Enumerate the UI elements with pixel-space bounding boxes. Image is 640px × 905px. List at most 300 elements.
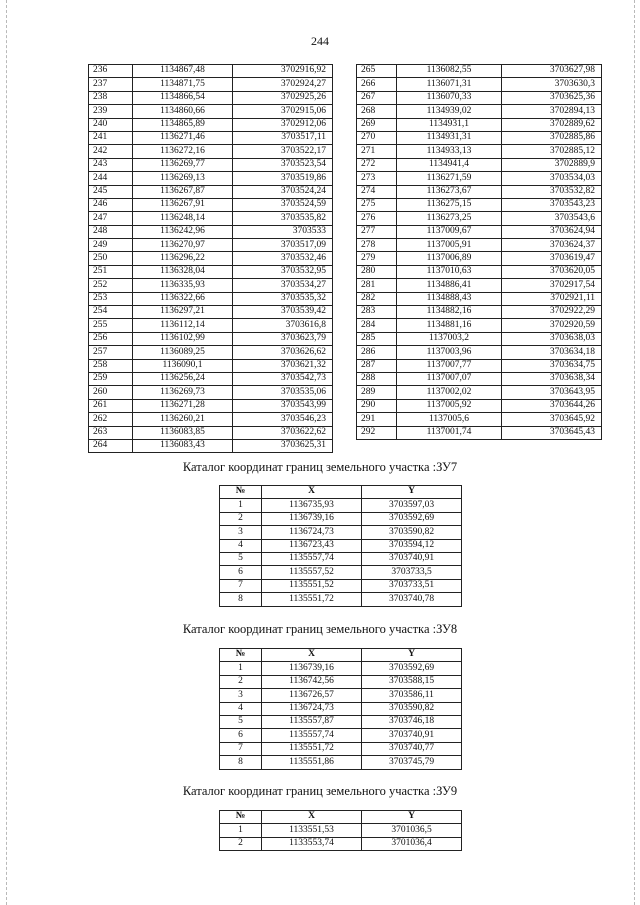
y-coordinate-cell: 3703634,75 [502, 359, 602, 372]
x-coordinate-cell: 1137007,77 [397, 359, 502, 372]
table-row [357, 91, 602, 104]
x-coordinate-cell: 1136742,56 [262, 675, 362, 688]
x-coordinate-cell: 1136335,93 [133, 279, 233, 292]
table-row [89, 332, 333, 345]
y-coordinate-cell: 3703594,12 [362, 539, 462, 552]
x-coordinate-cell: 1134931,1 [397, 118, 502, 131]
table-row [357, 158, 602, 171]
header-y: Y [362, 486, 462, 499]
y-coordinate-cell: 3703625,36 [502, 91, 602, 104]
point-number-cell: 4 [220, 539, 262, 552]
y-coordinate-cell: 3702889,62 [502, 118, 602, 131]
table-row [89, 198, 333, 211]
table-row [220, 593, 462, 606]
point-number-cell: 242 [89, 145, 133, 158]
point-number-cell: 265 [357, 65, 397, 78]
table-row [89, 145, 333, 158]
table-row [89, 131, 333, 144]
x-coordinate-cell: 1136082,55 [397, 65, 502, 78]
y-coordinate-cell: 3703733,5 [362, 566, 462, 579]
point-number-cell: 258 [89, 359, 133, 372]
y-coordinate-cell: 3703746,18 [362, 715, 462, 728]
table-row [89, 292, 333, 305]
point-number-cell: 291 [357, 413, 397, 426]
table-row [357, 105, 602, 118]
point-number-cell: 285 [357, 332, 397, 345]
zu8-coordinates-table [219, 648, 462, 770]
table-row [357, 131, 602, 144]
point-number-cell: 6 [220, 566, 262, 579]
y-coordinate-cell: 3703740,91 [362, 552, 462, 565]
y-coordinate-cell: 3703627,98 [502, 65, 602, 78]
table-row [357, 346, 602, 359]
x-coordinate-cell: 1136739,16 [262, 512, 362, 525]
x-coordinate-cell: 1136272,16 [133, 145, 233, 158]
point-number-cell: 248 [89, 225, 133, 238]
table-row [89, 359, 333, 372]
point-number-cell: 281 [357, 279, 397, 292]
table-row [357, 212, 602, 225]
x-coordinate-cell: 1137003,2 [397, 332, 502, 345]
point-number-cell: 287 [357, 359, 397, 372]
y-coordinate-cell: 3703543,23 [502, 198, 602, 211]
x-coordinate-cell: 1136112,14 [133, 319, 233, 332]
table-row [357, 252, 602, 265]
y-coordinate-cell: 3702920,59 [502, 319, 602, 332]
table-row [89, 65, 333, 78]
y-coordinate-cell: 3703535,06 [233, 386, 333, 399]
x-coordinate-cell: 1135551,72 [262, 593, 362, 606]
zu9-coordinates-table [219, 810, 462, 851]
table-row [89, 158, 333, 171]
x-coordinate-cell: 1136242,96 [133, 225, 233, 238]
x-coordinate-cell: 1136275,15 [397, 198, 502, 211]
x-coordinate-cell: 1134860,66 [133, 105, 233, 118]
table-row [89, 319, 333, 332]
table-row [89, 252, 333, 265]
y-coordinate-cell: 3703638,03 [502, 332, 602, 345]
table-row [357, 292, 602, 305]
table-row [357, 426, 602, 439]
table-row [89, 306, 333, 319]
point-number-cell: 2 [220, 512, 262, 525]
table-row [89, 225, 333, 238]
x-coordinate-cell: 1135551,72 [262, 742, 362, 755]
y-coordinate-cell: 3703532,46 [233, 252, 333, 265]
table-row [357, 306, 602, 319]
y-coordinate-cell: 3703523,54 [233, 158, 333, 171]
x-coordinate-cell: 1136269,13 [133, 172, 233, 185]
table-row [357, 78, 602, 91]
header-number: № [220, 486, 262, 499]
table-row [357, 198, 602, 211]
x-coordinate-cell: 1137010,63 [397, 265, 502, 278]
x-coordinate-cell: 1134888,43 [397, 292, 502, 305]
y-coordinate-cell: 3702924,27 [233, 78, 333, 91]
table-row [357, 386, 602, 399]
x-coordinate-cell: 1137009,67 [397, 225, 502, 238]
point-number-cell: 275 [357, 198, 397, 211]
y-coordinate-cell: 3703740,78 [362, 593, 462, 606]
x-coordinate-cell: 1137003,96 [397, 346, 502, 359]
table-row [89, 439, 333, 452]
point-number-cell: 270 [357, 131, 397, 144]
table-row [220, 824, 462, 837]
x-coordinate-cell: 1136102,99 [133, 332, 233, 345]
y-coordinate-cell: 3702889,9 [502, 158, 602, 171]
x-coordinate-cell: 1135557,74 [262, 552, 362, 565]
table-row [220, 837, 462, 850]
header-number: № [220, 649, 262, 662]
y-coordinate-cell: 3703543,99 [233, 399, 333, 412]
table-row [220, 689, 462, 702]
x-coordinate-cell: 1136271,28 [133, 399, 233, 412]
x-coordinate-cell: 1134886,41 [397, 279, 502, 292]
point-number-cell: 8 [220, 756, 262, 769]
point-number-cell: 246 [89, 198, 133, 211]
y-coordinate-cell: 3703621,32 [233, 359, 333, 372]
point-number-cell: 276 [357, 212, 397, 225]
table-row [357, 239, 602, 252]
point-number-cell: 289 [357, 386, 397, 399]
x-coordinate-cell: 1136090,1 [133, 359, 233, 372]
x-coordinate-cell: 1134866,54 [133, 91, 233, 104]
y-coordinate-cell: 3702885,12 [502, 145, 602, 158]
x-coordinate-cell: 1137005,6 [397, 413, 502, 426]
point-number-cell: 288 [357, 372, 397, 385]
x-coordinate-cell: 1136089,25 [133, 346, 233, 359]
point-number-cell: 4 [220, 702, 262, 715]
scan-edge-left [6, 0, 8, 905]
table-row [357, 265, 602, 278]
x-coordinate-cell: 1136322,66 [133, 292, 233, 305]
page-number: 244 [311, 34, 329, 48]
point-number-cell: 273 [357, 172, 397, 185]
y-coordinate-cell: 3703616,8 [233, 319, 333, 332]
table-row [89, 386, 333, 399]
table-row [357, 319, 602, 332]
x-coordinate-cell: 1136297,21 [133, 306, 233, 319]
y-coordinate-cell: 3703546,23 [233, 413, 333, 426]
y-coordinate-cell: 3703625,31 [233, 439, 333, 452]
y-coordinate-cell: 3702894,13 [502, 105, 602, 118]
table-row [220, 702, 462, 715]
table-row [357, 145, 602, 158]
y-coordinate-cell: 3703740,77 [362, 742, 462, 755]
table-row [357, 65, 602, 78]
x-coordinate-cell: 1137005,91 [397, 239, 502, 252]
y-coordinate-cell: 3701036,5 [362, 824, 462, 837]
x-coordinate-cell: 1136328,04 [133, 265, 233, 278]
x-coordinate-cell: 1136739,16 [262, 662, 362, 675]
table-row [89, 212, 333, 225]
x-coordinate-cell: 1137006,89 [397, 252, 502, 265]
table-row [89, 78, 333, 91]
point-number-cell: 1 [220, 824, 262, 837]
x-coordinate-cell: 1134939,02 [397, 105, 502, 118]
point-number-cell: 241 [89, 131, 133, 144]
point-number-cell: 239 [89, 105, 133, 118]
y-coordinate-cell: 3703634,18 [502, 346, 602, 359]
x-coordinate-cell: 1136269,73 [133, 386, 233, 399]
x-coordinate-cell: 1136724,73 [262, 702, 362, 715]
y-coordinate-cell: 3703597,03 [362, 499, 462, 512]
y-coordinate-cell: 3703733,51 [362, 579, 462, 592]
y-coordinate-cell: 3703644,26 [502, 399, 602, 412]
y-coordinate-cell: 3702917,54 [502, 279, 602, 292]
y-coordinate-cell: 3703517,11 [233, 131, 333, 144]
x-coordinate-cell: 1134933,13 [397, 145, 502, 158]
x-coordinate-cell: 1136723,43 [262, 539, 362, 552]
y-coordinate-cell: 3703542,73 [233, 372, 333, 385]
x-coordinate-cell: 1136273,25 [397, 212, 502, 225]
y-coordinate-cell: 3703588,15 [362, 675, 462, 688]
point-number-cell: 1 [220, 499, 262, 512]
table-row [89, 172, 333, 185]
y-coordinate-cell: 3703533 [233, 225, 333, 238]
x-coordinate-cell: 1135557,74 [262, 729, 362, 742]
y-coordinate-cell: 3703586,11 [362, 689, 462, 702]
y-coordinate-cell: 3702915,06 [233, 105, 333, 118]
table-row [89, 239, 333, 252]
point-number-cell: 286 [357, 346, 397, 359]
y-coordinate-cell: 3703519,86 [233, 172, 333, 185]
point-number-cell: 244 [89, 172, 133, 185]
y-coordinate-cell: 3703740,91 [362, 729, 462, 742]
x-coordinate-cell: 1136083,85 [133, 426, 233, 439]
y-coordinate-cell: 3703524,24 [233, 185, 333, 198]
table-row [89, 372, 333, 385]
x-coordinate-cell: 1136256,24 [133, 372, 233, 385]
point-number-cell: 251 [89, 265, 133, 278]
y-coordinate-cell: 3703620,05 [502, 265, 602, 278]
y-coordinate-cell: 3703624,94 [502, 225, 602, 238]
point-number-cell: 290 [357, 399, 397, 412]
y-coordinate-cell: 3703534,27 [233, 279, 333, 292]
table-row [357, 185, 602, 198]
point-number-cell: 282 [357, 292, 397, 305]
x-coordinate-cell: 1137001,74 [397, 426, 502, 439]
x-coordinate-cell: 1135557,87 [262, 715, 362, 728]
table-row [89, 105, 333, 118]
x-coordinate-cell: 1136267,91 [133, 198, 233, 211]
x-coordinate-cell: 1134871,75 [133, 78, 233, 91]
y-coordinate-cell: 3703626,62 [233, 346, 333, 359]
point-number-cell: 279 [357, 252, 397, 265]
x-coordinate-cell: 1136248,14 [133, 212, 233, 225]
x-coordinate-cell: 1133551,53 [262, 824, 362, 837]
table-row [89, 265, 333, 278]
x-coordinate-cell: 1136270,97 [133, 239, 233, 252]
y-coordinate-cell: 3703522,17 [233, 145, 333, 158]
table-row [220, 662, 462, 675]
x-coordinate-cell: 1134881,16 [397, 319, 502, 332]
y-coordinate-cell: 3703532,82 [502, 185, 602, 198]
point-number-cell: 256 [89, 332, 133, 345]
point-number-cell: 250 [89, 252, 133, 265]
x-coordinate-cell: 1136267,87 [133, 185, 233, 198]
y-coordinate-cell: 3703638,34 [502, 372, 602, 385]
point-number-cell: 5 [220, 552, 262, 565]
y-coordinate-cell: 3701036,4 [362, 837, 462, 850]
y-coordinate-cell: 3703590,82 [362, 526, 462, 539]
table-row [220, 499, 462, 512]
table-row [89, 185, 333, 198]
table-row [357, 118, 602, 131]
scan-edge-right [634, 0, 636, 905]
point-number-cell: 269 [357, 118, 397, 131]
table-row [357, 172, 602, 185]
y-coordinate-cell: 3703643,95 [502, 386, 602, 399]
point-number-cell: 245 [89, 185, 133, 198]
x-coordinate-cell: 1136260,21 [133, 413, 233, 426]
table-row [220, 756, 462, 769]
table-row [220, 715, 462, 728]
point-number-cell: 237 [89, 78, 133, 91]
point-number-cell: 5 [220, 715, 262, 728]
point-number-cell: 274 [357, 185, 397, 198]
x-coordinate-cell: 1134867,48 [133, 65, 233, 78]
point-number-cell: 255 [89, 319, 133, 332]
y-coordinate-cell: 3703645,92 [502, 413, 602, 426]
x-coordinate-cell: 1137002,02 [397, 386, 502, 399]
table-row [357, 413, 602, 426]
table-row [220, 742, 462, 755]
header-number: № [220, 811, 262, 824]
y-coordinate-cell: 3703590,82 [362, 702, 462, 715]
point-number-cell: 262 [89, 413, 133, 426]
coordinates-table-left [88, 64, 333, 453]
point-number-cell: 6 [220, 729, 262, 742]
x-coordinate-cell: 1134941,4 [397, 158, 502, 171]
x-coordinate-cell: 1136083,43 [133, 439, 233, 452]
point-number-cell: 236 [89, 65, 133, 78]
x-coordinate-cell: 1136735,93 [262, 499, 362, 512]
point-number-cell: 259 [89, 372, 133, 385]
y-coordinate-cell: 3702922,29 [502, 306, 602, 319]
y-coordinate-cell: 3703543,6 [502, 212, 602, 225]
y-coordinate-cell: 3703539,42 [233, 306, 333, 319]
point-number-cell: 243 [89, 158, 133, 171]
point-number-cell: 272 [357, 158, 397, 171]
table-row [89, 118, 333, 131]
y-coordinate-cell: 3703623,79 [233, 332, 333, 345]
y-coordinate-cell: 3703619,47 [502, 252, 602, 265]
table-row [357, 279, 602, 292]
x-coordinate-cell: 1134865,89 [133, 118, 233, 131]
y-coordinate-cell: 3703630,3 [502, 78, 602, 91]
point-number-cell: 240 [89, 118, 133, 131]
y-coordinate-cell: 3703745,79 [362, 756, 462, 769]
table-row [357, 359, 602, 372]
point-number-cell: 263 [89, 426, 133, 439]
point-number-cell: 7 [220, 742, 262, 755]
x-coordinate-cell: 1136269,77 [133, 158, 233, 171]
point-number-cell: 264 [89, 439, 133, 452]
table-row [220, 675, 462, 688]
point-number-cell: 2 [220, 675, 262, 688]
catalog-caption-zu7: Каталог координат границ земельного участка :ЗУ7 [182, 460, 458, 474]
x-coordinate-cell: 1134931,31 [397, 131, 502, 144]
y-coordinate-cell: 3702912,06 [233, 118, 333, 131]
x-coordinate-cell: 1136271,59 [397, 172, 502, 185]
y-coordinate-cell: 3703592,69 [362, 512, 462, 525]
header-y: Y [362, 811, 462, 824]
point-number-cell: 260 [89, 386, 133, 399]
point-number-cell: 268 [357, 105, 397, 118]
y-coordinate-cell: 3703645,43 [502, 426, 602, 439]
point-number-cell: 238 [89, 91, 133, 104]
table-row [357, 332, 602, 345]
y-coordinate-cell: 3702921,11 [502, 292, 602, 305]
table-row [220, 552, 462, 565]
y-coordinate-cell: 3702885,86 [502, 131, 602, 144]
x-coordinate-cell: 1134882,16 [397, 306, 502, 319]
x-coordinate-cell: 1136271,46 [133, 131, 233, 144]
x-coordinate-cell: 1133553,74 [262, 837, 362, 850]
table-row [357, 225, 602, 238]
table-row [89, 399, 333, 412]
point-number-cell: 247 [89, 212, 133, 225]
table-row [89, 413, 333, 426]
table-row [89, 426, 333, 439]
point-number-cell: 278 [357, 239, 397, 252]
point-number-cell: 284 [357, 319, 397, 332]
y-coordinate-cell: 3703524,59 [233, 198, 333, 211]
table-row [220, 526, 462, 539]
x-coordinate-cell: 1136071,31 [397, 78, 502, 91]
y-coordinate-cell: 3703535,32 [233, 292, 333, 305]
y-coordinate-cell: 3702925,26 [233, 91, 333, 104]
point-number-cell: 283 [357, 306, 397, 319]
y-coordinate-cell: 3702916,92 [233, 65, 333, 78]
point-number-cell: 249 [89, 239, 133, 252]
x-coordinate-cell: 1136070,33 [397, 91, 502, 104]
table-row [220, 566, 462, 579]
table-row [89, 91, 333, 104]
x-coordinate-cell: 1136296,22 [133, 252, 233, 265]
point-number-cell: 252 [89, 279, 133, 292]
point-number-cell: 257 [89, 346, 133, 359]
zu7-coordinates-table [219, 485, 462, 607]
header-y: Y [362, 649, 462, 662]
point-number-cell: 8 [220, 593, 262, 606]
point-number-cell: 2 [220, 837, 262, 850]
point-number-cell: 254 [89, 306, 133, 319]
table-row [89, 346, 333, 359]
header-x: X [262, 811, 362, 824]
table-row [220, 539, 462, 552]
y-coordinate-cell: 3703592,69 [362, 662, 462, 675]
point-number-cell: 253 [89, 292, 133, 305]
x-coordinate-cell: 1137007,07 [397, 372, 502, 385]
table-row [220, 512, 462, 525]
point-number-cell: 292 [357, 426, 397, 439]
table-row [357, 372, 602, 385]
point-number-cell: 1 [220, 662, 262, 675]
y-coordinate-cell: 3703622,62 [233, 426, 333, 439]
point-number-cell: 3 [220, 689, 262, 702]
y-coordinate-cell: 3703535,82 [233, 212, 333, 225]
x-coordinate-cell: 1136273,67 [397, 185, 502, 198]
x-coordinate-cell: 1137005,92 [397, 399, 502, 412]
coordinates-table-right [356, 64, 602, 440]
point-number-cell: 3 [220, 526, 262, 539]
point-number-cell: 271 [357, 145, 397, 158]
x-coordinate-cell: 1135551,52 [262, 579, 362, 592]
point-number-cell: 261 [89, 399, 133, 412]
y-coordinate-cell: 3703624,37 [502, 239, 602, 252]
